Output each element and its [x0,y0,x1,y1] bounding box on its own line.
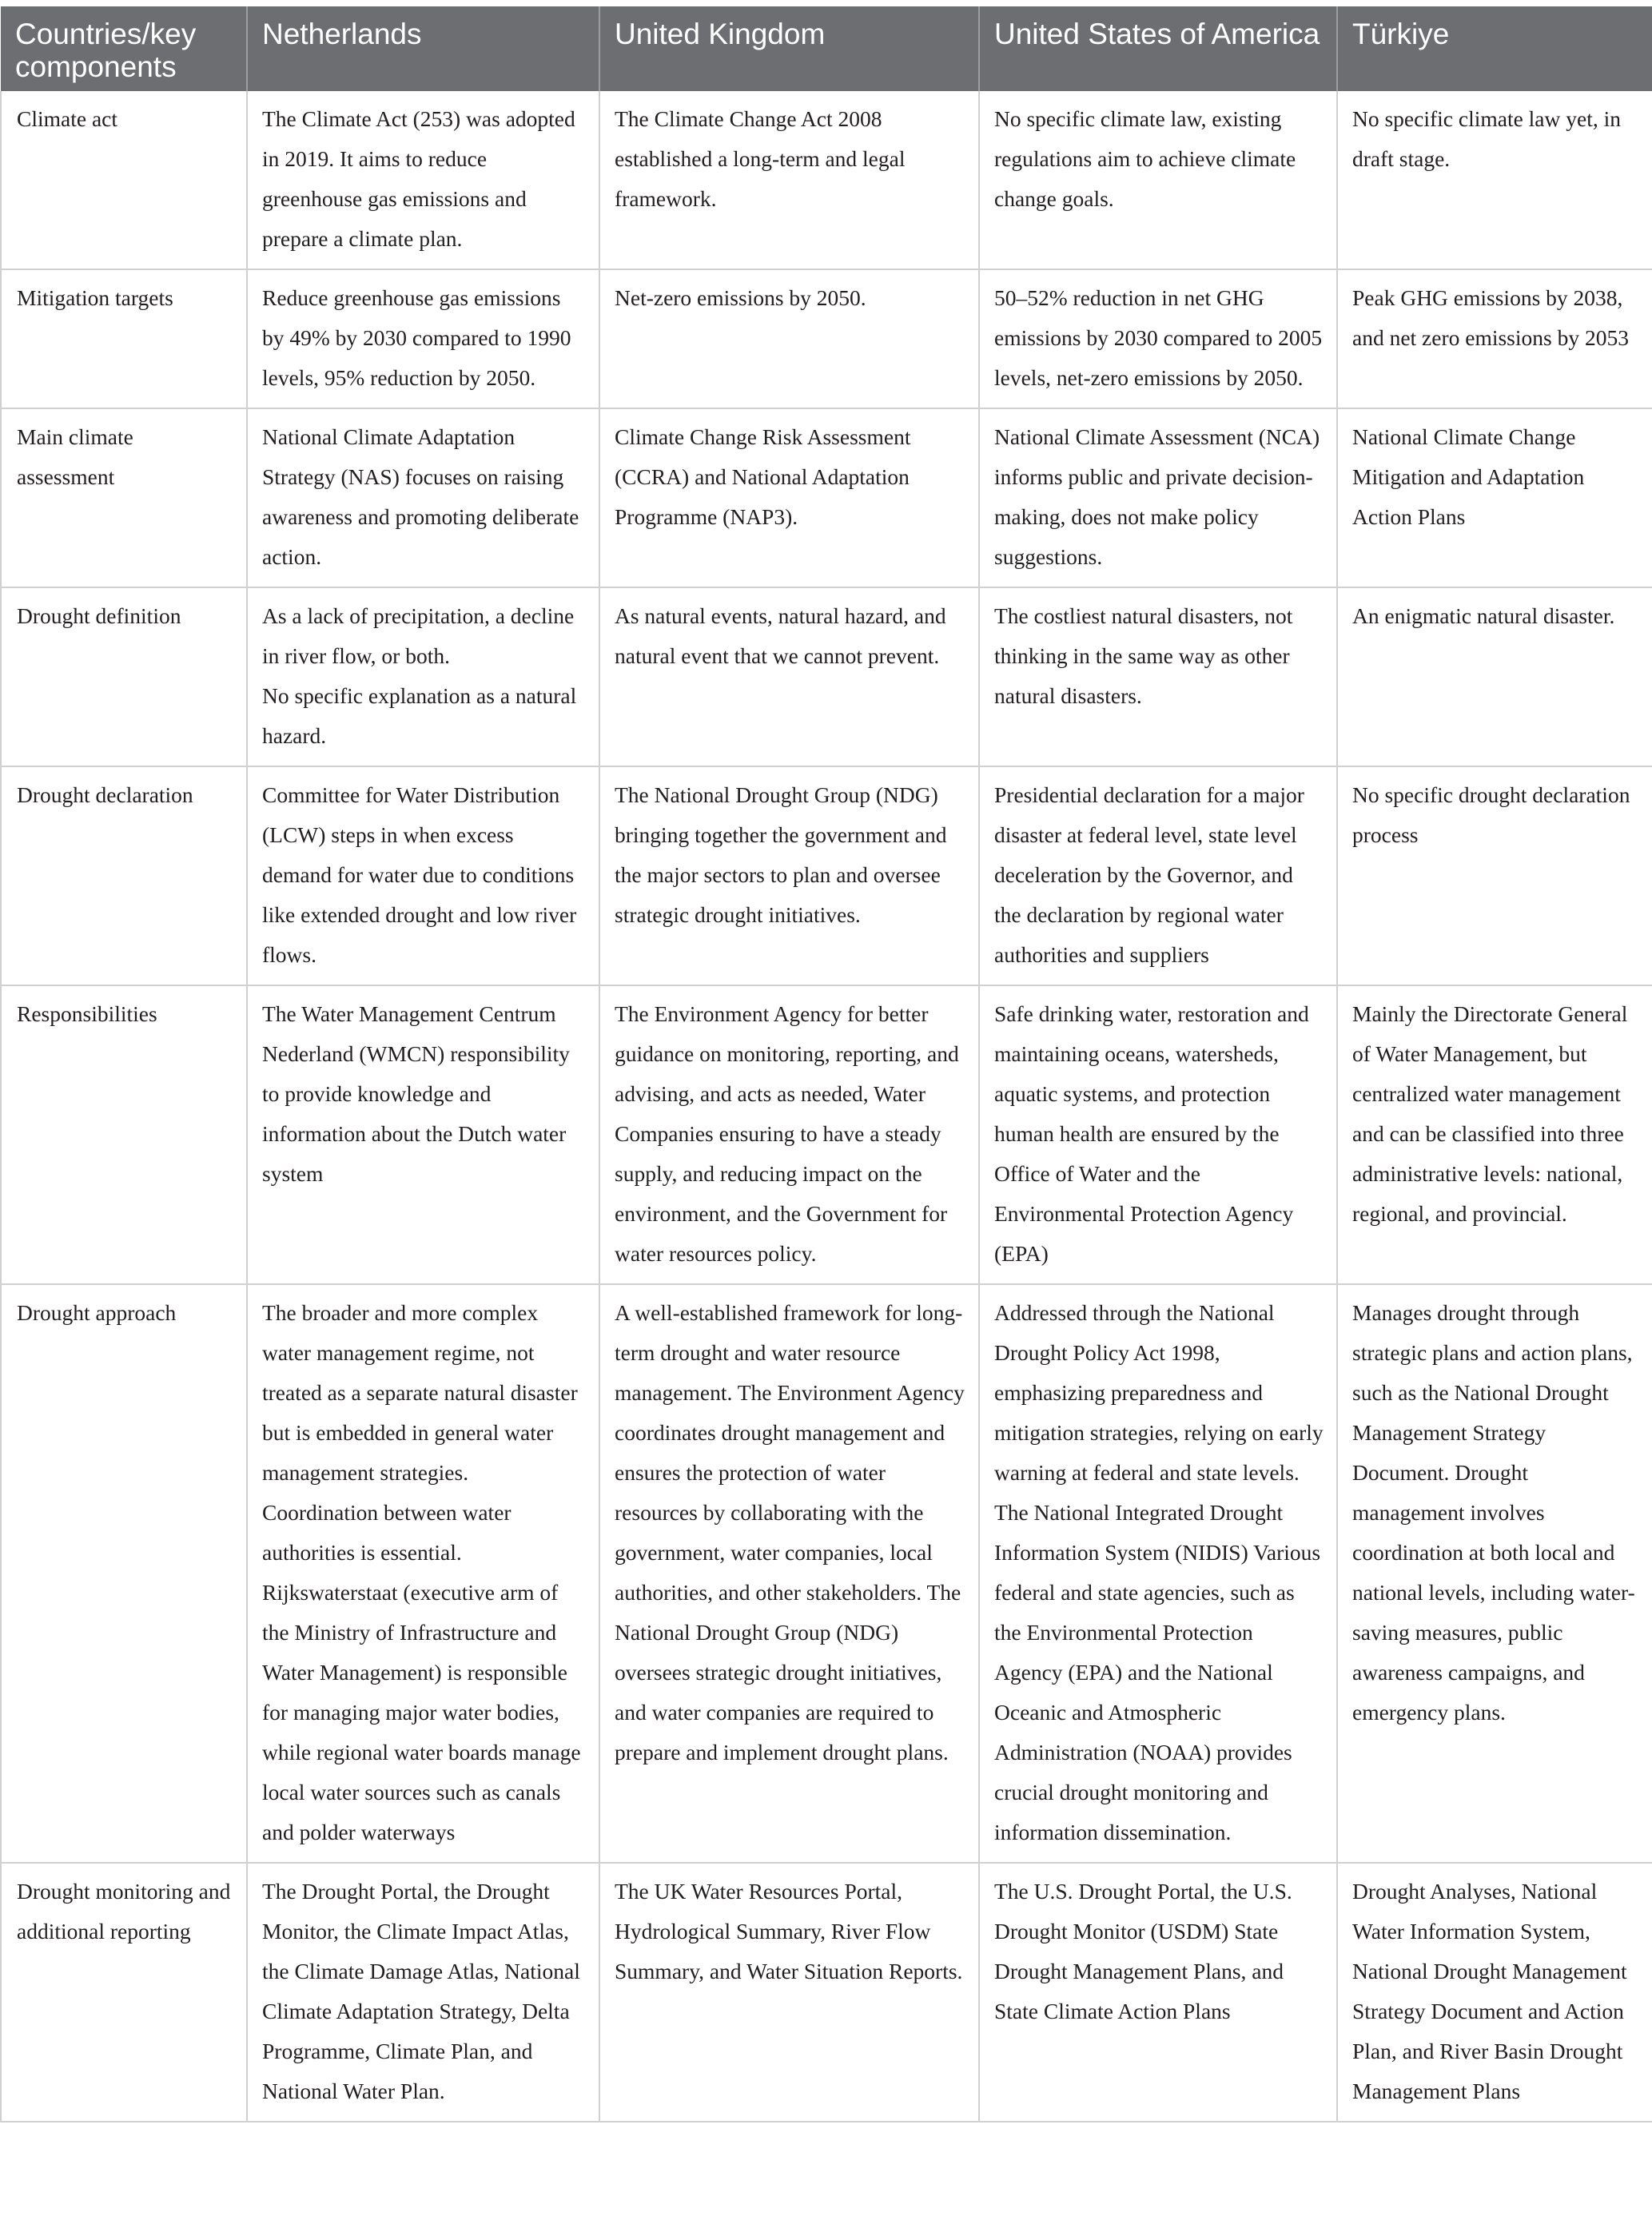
cell-netherlands: The Water Management Centrum Nederland (WMCN) responsibility to provide knowledge and information about the Dutch water system [247,985,599,1284]
cell-united-states: Presidential declaration for a major disaster at federal level, state level deceleration by the Governor, and the declaration by regional water authorities and suppliers [979,766,1337,985]
cell-united-kingdom: The UK Water Resources Portal, Hydrological Summary, River Flow Summary, and Water Situation Reports. [599,1863,979,2122]
row-label: Climate act [1,91,247,269]
row-label: Main climate assessment [1,408,247,587]
table-row-main-climate-assessment [1,408,1652,587]
cell-united-kingdom: The National Drought Group (NDG) bringing together the government and the major sectors to plan and oversee strategic drought initiatives. [599,766,979,985]
cell-united-states: No specific climate law, existing regulations aim to achieve climate change goals. [979,91,1337,269]
table-row-drought-approach [1,1284,1652,1863]
cell-turkiye: Manages drought through strategic plans and action plans, such as the National Drought Management Strategy Document. Drought management involves coordination at both local and national levels, including water-saving measures, public awareness campaigns, and emergency plans. [1337,1284,1652,1863]
row-label: Mitigation targets [1,269,247,408]
header-united-states: United States of America [979,6,1337,91]
header-components: Countries/key components [1,6,247,91]
cell-united-kingdom: The Environment Agency for better guidance on monitoring, reporting, and advising, and acts as needed, Water Companies ensuring to have a steady supply, and reducing impact on the environment, and the Government for water resources policy. [599,985,979,1284]
cell-united-states: The U.S. Drought Portal, the U.S. Drought Monitor (USDM) State Drought Management Plans, and State Climate Action Plans [979,1863,1337,2122]
cell-united-states: Addressed through the National Drought Policy Act 1998, emphasizing preparedness and mitigation strategies, relying on early warning at federal and state levels. The National Integrated Drought Information System (NIDIS) Various federal and state agencies, such as the Environmental Protection Agency (EPA) and the National Oceanic and Atmospheric Administration (NOAA) provides crucial drought monitoring and information dissemination. [979,1284,1337,1863]
table-body [1,91,1652,2122]
row-label: Drought monitoring and additional reporting [1,1863,247,2122]
cell-netherlands: The Climate Act (253) was adopted in 2019. It aims to reduce greenhouse gas emissions and prepare a climate plan. [247,91,599,269]
header-united-kingdom: United Kingdom [599,6,979,91]
cell-turkiye: National Climate Change Mitigation and Adaptation Action Plans [1337,408,1652,587]
cell-netherlands: National Climate Adaptation Strategy (NAS) focuses on raising awareness and promoting deliberate action. [247,408,599,587]
cell-turkiye: Drought Analyses, National Water Information System, National Drought Management Strategy Document and Action Plan, and River Basin Drought Management Plans [1337,1863,1652,2122]
table-row-drought-declaration [1,766,1652,985]
cell-united-states: The costliest natural disasters, not thinking in the same way as other natural disasters. [979,587,1337,766]
cell-netherlands: Committee for Water Distribution (LCW) steps in when excess demand for water due to conditions like extended drought and low river flows. [247,766,599,985]
cell-netherlands: The Drought Portal, the Drought Monitor, the Climate Impact Atlas, the Climate Damage Atlas, National Climate Adaptation Strategy, Delta Programme, Climate Plan, and National Water Plan. [247,1863,599,2122]
cell-united-states: Safe drinking water, restoration and maintaining oceans, watersheds, aquatic systems, and protection human health are ensured by the Office of Water and the Environmental Protection Agency (EPA) [979,985,1337,1284]
cell-turkiye: Peak GHG emissions by 2038, and net zero emissions by 2053 [1337,269,1652,408]
row-label: Drought approach [1,1284,247,1863]
cell-united-kingdom: Climate Change Risk Assessment (CCRA) and National Adaptation Programme (NAP3). [599,408,979,587]
cell-netherlands: The broader and more complex water management regime, not treated as a separate natural disaster but is embedded in general water management strategies. Coordination between water authorities is essential. Rijkswaterstaat (executive arm of the Ministry of Infrastructure and Water Management) is responsible for managing major water bodies, while regional water boards manage local water sources such as canals and polder waterways [247,1284,599,1863]
cell-turkiye: An enigmatic natural disaster. [1337,587,1652,766]
row-label: Drought declaration [1,766,247,985]
header-netherlands: Netherlands [247,6,599,91]
header-row [1,6,1652,91]
cell-united-states: 50–52% reduction in net GHG emissions by 2030 compared to 2005 levels, net-zero emissions by 2050. [979,269,1337,408]
table-row-drought-monitoring [1,1863,1652,2122]
table-row-mitigation-targets [1,269,1652,408]
table-row-responsibilities [1,985,1652,1284]
table-row-climate-act [1,91,1652,269]
cell-netherlands: As a lack of precipitation, a decline in river flow, or both. No specific explanation as a natural hazard. [247,587,599,766]
comparison-table [0,6,1652,2123]
row-label: Responsibilities [1,985,247,1284]
header-turkiye: Türkiye [1337,6,1652,91]
cell-united-kingdom: A well-established framework for long-term drought and water resource management. The Environment Agency coordinates drought management and ensures the protection of water resources by collaborating with the government, water companies, local authorities, and other stakeholders. The National Drought Group (NDG) oversees strategic drought initiatives, and water companies are required to prepare and implement drought plans. [599,1284,979,1863]
cell-united-kingdom: The Climate Change Act 2008 established a long-term and legal framework. [599,91,979,269]
cell-united-states: National Climate Assessment (NCA) informs public and private decision-making, does not make policy suggestions. [979,408,1337,587]
cell-turkiye: No specific drought declaration process [1337,766,1652,985]
cell-turkiye: Mainly the Directorate General of Water Management, but centralized water management and can be classified into three administrative levels: national, regional, and provincial. [1337,985,1652,1284]
cell-netherlands: Reduce greenhouse gas emissions by 49% by 2030 compared to 1990 levels, 95% reduction by 2050. [247,269,599,408]
table-row-drought-definition [1,587,1652,766]
cell-united-kingdom: Net-zero emissions by 2050. [599,269,979,408]
table-header [1,6,1652,91]
row-label: Drought definition [1,587,247,766]
cell-turkiye: No specific climate law yet, in draft stage. [1337,91,1652,269]
cell-united-kingdom: As natural events, natural hazard, and natural event that we cannot prevent. [599,587,979,766]
